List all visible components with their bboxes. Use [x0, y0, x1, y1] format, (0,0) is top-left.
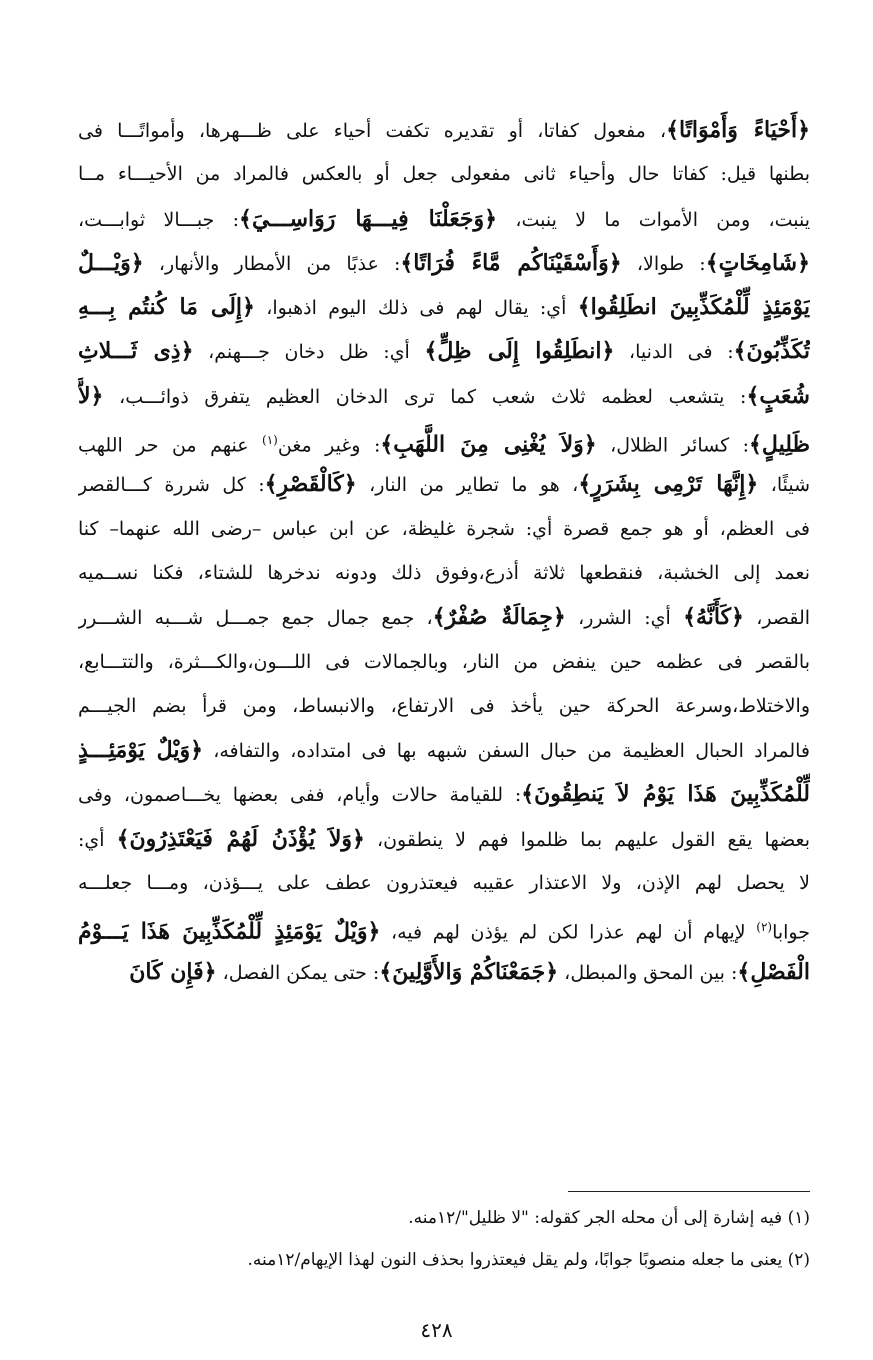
quran-quote: ﴿وَلاَ يُغْنِى مِنَ اللَّهَبِ﴾ [380, 431, 597, 458]
text-line [78, 905, 810, 949]
commentary-text: أي: الشرر، [565, 607, 684, 630]
text-line [78, 329, 810, 373]
footnote-divider [568, 1191, 810, 1192]
commentary-text: أي: ظل دخان جـــهنم، [193, 341, 425, 364]
quran-quote: الْفَصْلِ﴾ [737, 958, 810, 985]
text-line [78, 595, 810, 639]
commentary-text: ينبت، ومن الأموات ما لا ينبت، [497, 208, 810, 231]
text-line [78, 197, 810, 241]
footnote-ref: (٢) [756, 920, 773, 935]
commentary-text: لإيهام أن لهم عذرا لكن لم يؤذن لهم فيه، [380, 921, 757, 944]
commentary-text: عنهم من حر اللهب [78, 434, 263, 457]
commentary-text: أي: [78, 828, 117, 851]
footnote-ref: (١) [262, 433, 278, 448]
quran-quote: تُكَذِّبُونَ﴾ [733, 338, 810, 365]
quran-quote: ﴿شَامِخَاتٍ﴾ [705, 249, 810, 276]
commentary-text: بالقصر فى عظمه حين ينفض من النار، وبالجمالات فى اللـــون،والكـــثرة، والتتـــابع، [78, 650, 810, 673]
commentary-text: : طوالا، [621, 252, 706, 275]
commentary-text: : جبـــالا ثوابـــت، [78, 208, 240, 231]
quran-quote: ﴿كَالْقَصْرِ﴾ [264, 471, 357, 498]
quran-quote: ﴿وَلاَ يُؤْذَنُ لَهُمْ فَيَعْتَذِرُونَ﴾ [116, 825, 365, 852]
commentary-text: : كل شررة كـــالقصر [78, 474, 265, 497]
text-line [78, 728, 810, 772]
text-line [78, 507, 810, 551]
commentary-text: : وغير مغن [277, 434, 381, 457]
commentary-text: شيئًا، [758, 474, 810, 497]
commentary-text: ، مفعول كفاتا، أو تقديره تكفت أحياء على ظـــهرها، وأمواتًـــا فى [78, 120, 667, 142]
text-line [78, 152, 810, 196]
main-text-body [78, 108, 810, 994]
quran-quote: ﴿انطَلِقُوا إِلَى ظِلٍّ﴾ [424, 338, 615, 365]
quran-quote: ﴿ذِى ثَـــلاثِ [78, 338, 194, 365]
quran-quote: ﴿وَجَعَلْنَا فِيـــهَا رَوَاسِـــيَ﴾ [239, 205, 498, 232]
quran-quote: ﴿وَيْـــلٌ [78, 249, 144, 276]
commentary-text: ، جمع جمال جمع جمـــل شـــبه الشـــرر [78, 607, 433, 630]
text-line [78, 551, 810, 595]
text-line [78, 108, 810, 152]
quran-quote: شُعَبٍ﴾ [746, 382, 810, 409]
commentary-text: ، هو ما تطاير من النار، [356, 474, 579, 497]
text-line [78, 462, 810, 506]
text-line [78, 772, 810, 816]
commentary-text: نعمد إلى الخشبة، فنقطعها ثلاثة أذرع،وفوق ذلك ودونه ندخرها للشتاء، فكنا نســميه [78, 561, 810, 584]
quran-quote: لِّلْمُكَذِّبِينَ هَذَا يَوْمُ لاَ يَنطِقُونَ﴾ [521, 781, 810, 808]
text-line [78, 684, 810, 728]
text-line [78, 418, 810, 462]
text-line [78, 285, 810, 329]
text-line [78, 950, 810, 994]
commentary-text: جوابا [772, 921, 810, 944]
quran-quote: ﴿إِنَّهَا تَرْمِى بِشَرَرٍ﴾ [578, 471, 759, 498]
quran-quote: ﴿وَيْلٌ يَوْمَئِذٍ لِّلْمُكَذِّبِينَ هَذَا يَـــوْمُ [78, 918, 381, 945]
footnote-1: (١) فيه إشارة إلى أن محله الجر كقوله: "لا ظليل"/١٢منه. [408, 1208, 810, 1228]
commentary-text: بعضها يقع القول عليهم بما ظلموا فهم لا ينطقون، [364, 828, 810, 851]
quran-quote: ﴿جَمَعْنَاكُمْ وَالأَوَّلِينَ﴾ [379, 958, 559, 985]
quran-quote: ﴿جِمَالَةٌ صُفْرٌ﴾ [432, 604, 566, 631]
commentary-text: : كسائر الظلال، [596, 434, 750, 457]
quran-quote: يَوْمَئِذٍ لِّلْمُكَذِّبِينَ انطَلِقُوا﴾ [577, 294, 810, 321]
quran-quote: ﴿وَيْلٌ يَوْمَئِـــذٍ [78, 737, 203, 764]
quran-quote: ﴿أَحْيَاءً وَأَمْوَاتًا﴾ [666, 117, 810, 143]
page-number: ٤٢٨ [420, 1318, 453, 1342]
text-line [78, 374, 810, 418]
quran-quote: ﴿إِلَى مَا كُنتُم بِـــهِ [78, 294, 255, 321]
commentary-text: : حتى يمكن الفصل، [216, 961, 380, 984]
commentary-text: لا يحصل لهم الإذن، ولا الاعتذار عقيبه فيعتذرون عطف على يـــؤذن، ومـــا جعلـــه [78, 872, 810, 895]
commentary-text: : عذبًا من الأمطار والأنهار، [143, 252, 401, 275]
commentary-text: : بين المحق والمبطل، [558, 961, 738, 984]
commentary-text: فى العظم، أو هو جمع قصرة أي: شجرة غليظة، عن ابن عباس –رضى الله عنهما– كنا [78, 517, 810, 540]
commentary-text: : يتشعب لعظمه ثلاث شعب كما ترى الدخان العظيم يتفرق ذوائـــب، [103, 385, 747, 408]
text-line [78, 817, 810, 861]
quran-quote: ﴿كَأَنَّهُ﴾ [683, 604, 744, 631]
quran-quote: ظَلِيلٍ﴾ [749, 431, 810, 458]
quran-quote: ﴿وَأَسْقَيْنَاكُم مَّاءً فُرَاتًا﴾ [400, 249, 622, 276]
footnote-2: (٢) يعنى ما جعله منصوبًا جوابًا، ولم يقل فيعتذروا بحذف النون لهذا الإيهام/١٢منه. [247, 1250, 810, 1270]
commentary-text: بطنها قيل: كفاتا حال وأحياء ثانى مفعولى جعل أو بالعكس فالمراد من الأحيـــاء مــا [78, 163, 810, 186]
commentary-text: والاختلاط،وسرعة الحركة حين يأخذ فى الارتفاع، والانبساط، ومن قرأ بضم الجيـــم [78, 694, 810, 717]
text-line [78, 861, 810, 905]
commentary-text: القصر، [743, 607, 810, 630]
commentary-text: أي: يقال لهم فى ذلك اليوم اذهبوا، [254, 297, 578, 320]
commentary-text: فالمراد الحبال العظيمة من حبال السفن شبهه بها فى امتداده، والتفافه، [202, 740, 810, 763]
commentary-text: : للقيامة حالات وأيام، ففى بعضها يخـــاصمون، وفى [78, 784, 522, 807]
text-line [78, 640, 810, 684]
commentary-text: : فى الدنيا، [614, 341, 734, 364]
text-line [78, 241, 810, 285]
quran-quote: ﴿لاَّ [78, 382, 104, 409]
footnotes [78, 1197, 810, 1281]
quran-quote: ﴿فَإِن كَانَ [129, 958, 217, 985]
